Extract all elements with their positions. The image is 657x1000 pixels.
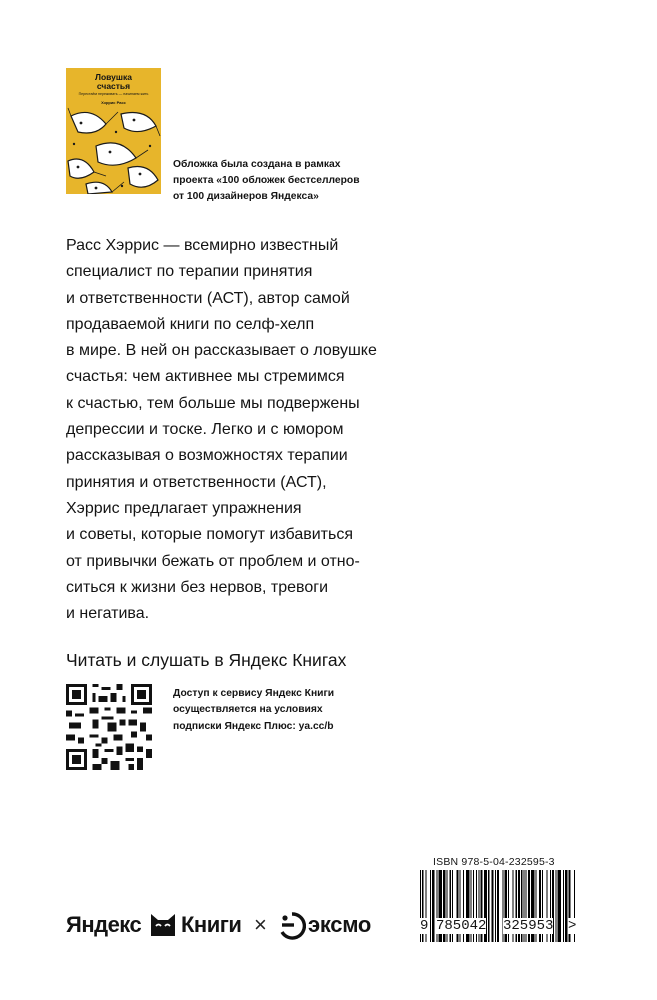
mini-cover-title-line1: Ловушка: [95, 72, 132, 82]
description-line: ситься к жизни без нервов, тревоги: [66, 578, 329, 596]
access-note-line: осуществляется на условиях: [173, 704, 323, 716]
description-line: депрессии и тоске. Легко и с юмором: [66, 421, 344, 439]
knigi-logo: Книги: [181, 912, 242, 937]
access-note-line: Доступ к сервису Яндекс Книги: [173, 688, 335, 699]
book-description: [66, 233, 426, 627]
qr-code[interactable]: [66, 684, 152, 770]
mini-cover-title-line2: счастья: [96, 81, 131, 91]
description-line: и негатива.: [66, 605, 150, 623]
description-line: специалист по терапии принятия: [66, 263, 313, 281]
eksmo-logo: эксмо: [308, 912, 372, 937]
cover-caption-line: Обложка была создана в рамках: [173, 159, 341, 170]
mini-cover-title: [66, 73, 161, 91]
barcode-digits-right: 325953: [503, 918, 554, 934]
description-line: в мире. В ней он рассказывает о ловушке: [66, 342, 377, 360]
barcode-bar: [497, 870, 499, 942]
read-and-listen-heading: Читать и слушать в Яндекс Книгах: [66, 650, 347, 670]
description-line: Хэррис предлагает упражнения: [66, 499, 302, 517]
barcode-digit-first: 9: [420, 918, 429, 934]
cover-caption-line: от 100 дизайнеров Яндекса»: [173, 191, 319, 202]
mini-cover-author: Хэррис Расс: [101, 100, 126, 105]
description-line: продаваемой книги по селф-хелп: [66, 315, 315, 333]
description-line: принятия и ответственности (АСТ),: [66, 473, 327, 491]
description-line: Расс Хэррис — всемирно известный: [66, 237, 339, 254]
cover-caption-line: проекта «100 обложек бестселлеров: [173, 175, 360, 186]
yandex-logo: Яндекс: [66, 912, 142, 937]
isbn-label: ISBN 978-5-04-232595-3: [433, 856, 555, 868]
mini-cover-subtitle: Перестаём переживать — начинаем жить: [78, 92, 149, 96]
cover-illustration: [66, 106, 161, 194]
description-line: от привычки бежать от проблем и отно-: [66, 552, 360, 570]
description-line: рассказывая о возможностях терапии: [66, 447, 348, 465]
barcode-digits-left: 785042: [436, 918, 487, 934]
description-line: к счастью, тем больше мы подвержены: [66, 394, 360, 412]
description-line: счастья: чем активнее мы стремимся: [66, 368, 345, 386]
times-sign: ×: [254, 912, 267, 937]
barcode-bar: [492, 870, 494, 942]
barcode-bar: [563, 870, 564, 942]
barcode-bar: [555, 870, 556, 942]
barcode-bar: [495, 870, 496, 942]
access-note-line: подписки Яндекс Плюс: ya.cc/b: [173, 720, 334, 732]
description-line: и ответственности (АСТ), автор самой: [66, 289, 350, 307]
cover-caption: [173, 157, 373, 205]
eksmo-emblem-icon: [278, 912, 306, 940]
barcode-end-mark: >: [568, 918, 577, 934]
mini-book-cover: [66, 68, 161, 194]
barcode-bar: [430, 870, 431, 942]
barcode-bar: [488, 870, 489, 942]
description-line: и советы, которые помогут избавиться: [66, 526, 354, 544]
access-note: [173, 686, 403, 735]
barcode-bar: [432, 870, 434, 942]
barcode-bar: [558, 870, 561, 942]
cat-icon: [149, 912, 177, 938]
